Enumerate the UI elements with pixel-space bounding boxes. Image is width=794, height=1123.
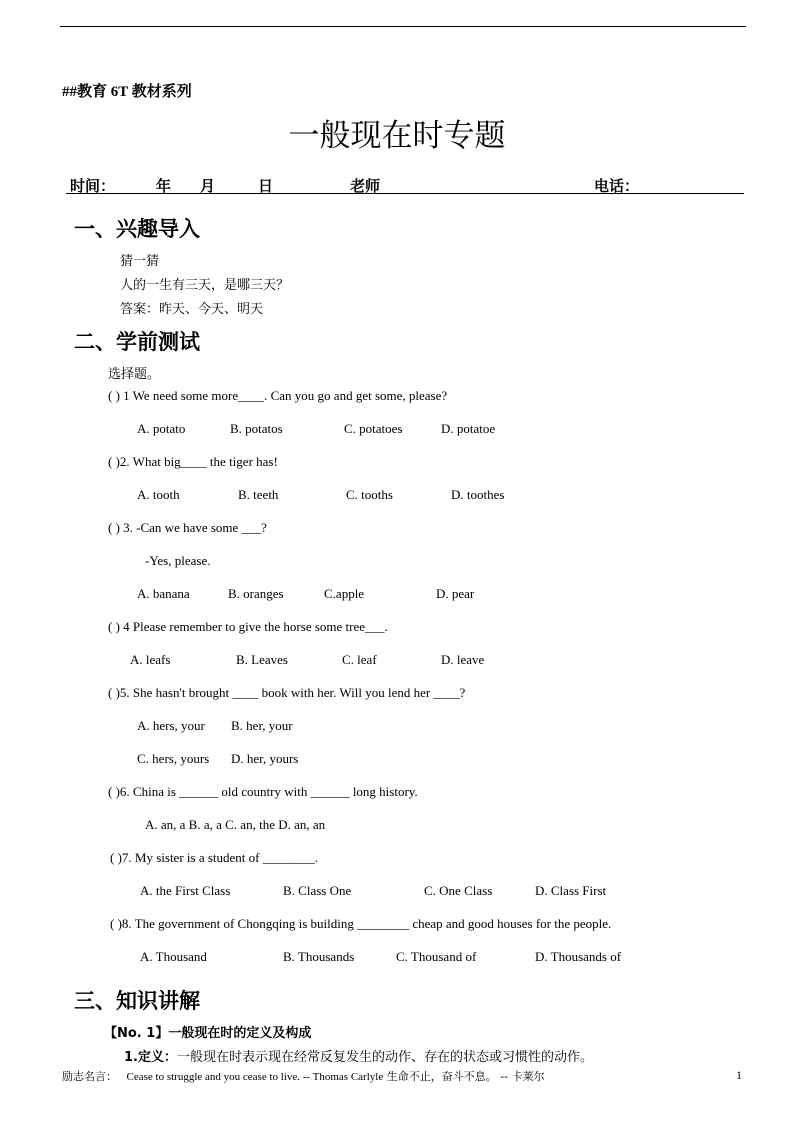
- page-title: 一般现在时专题: [288, 118, 506, 154]
- option: D. pear: [436, 586, 475, 601]
- option: A. banana: [137, 586, 190, 601]
- motto-label: 励志名言：: [62, 1070, 117, 1083]
- option: C. potatoes: [344, 421, 403, 436]
- series-label: ##教育 6T 教材系列: [62, 84, 192, 100]
- section2-intro: 选择题。: [108, 367, 161, 382]
- option: B. Thousands: [283, 949, 355, 964]
- option: D. potatoe: [441, 421, 496, 436]
- question-8: ( )8. The government of Chongqing is building ________ cheap and good houses for the people.: [110, 916, 612, 931]
- day-label: 日: [258, 179, 274, 195]
- option: B. potatos: [230, 421, 283, 436]
- option: D. Class First: [535, 883, 607, 898]
- footer-motto: [62, 1068, 545, 1084]
- option: B. Leaves: [236, 652, 288, 667]
- option: C. hers, yours: [137, 751, 210, 766]
- section1-heading: 一、兴趣导入: [74, 216, 200, 241]
- question-3: ( ) 3. -Can we have some ___?: [108, 520, 267, 535]
- definition-label: 1.定义：: [124, 1050, 177, 1065]
- question-2: ( )2. What big____ the tiger has!: [108, 454, 278, 469]
- option: C. leaf: [342, 652, 377, 667]
- option: C. Thousand of: [396, 949, 477, 964]
- option: C.apple: [324, 586, 365, 601]
- option: A. the First Class: [140, 883, 231, 898]
- year-label: 年: [156, 179, 172, 195]
- phone-label: 电话：: [594, 179, 640, 195]
- option: D. her, yours: [231, 751, 299, 766]
- section1-line: 答案：昨天、今天、明天: [120, 302, 264, 317]
- motto-chinese: 生命不止，奋斗不息。 -- 卡莱尔: [386, 1070, 545, 1083]
- option: A. Thousand: [140, 949, 207, 964]
- section1-line: 人的一生有三天，是哪三天？: [120, 278, 290, 293]
- section1-line: 猜一猜: [120, 254, 160, 269]
- info-line: [66, 175, 744, 194]
- definition-text: 一般现在时表示现在经常反复发生的动作、存在的状态或习惯性的动作。: [176, 1050, 593, 1065]
- option: A. potato: [137, 421, 186, 436]
- question-1: ( ) 1 We need some more____. Can you go and get some, please?: [108, 388, 448, 403]
- motto-english: Cease to struggle and you cease to live. -- Thomas Carlyle: [126, 1071, 384, 1083]
- option: D. Thousands of: [535, 949, 622, 964]
- teacher-label: 老师: [350, 179, 381, 195]
- header-rule: [60, 26, 746, 27]
- section3-heading: 三、知识讲解: [74, 988, 200, 1013]
- option: B. Class One: [283, 883, 352, 898]
- question-6: ( )6. China is ______ old country with ______ long history.: [108, 784, 418, 799]
- question-4: ( ) 4 Please remember to give the horse some tree___.: [108, 619, 388, 634]
- option: C. tooths: [346, 487, 393, 502]
- option: D. toothes: [451, 487, 505, 502]
- option: B. oranges: [228, 586, 284, 601]
- option: D. leave: [441, 652, 485, 667]
- question-5: ( )5. She hasn't brought ____ book with her. Will you lend her ____?: [108, 685, 466, 700]
- page-number: 1: [736, 1068, 742, 1082]
- month-label: 月: [200, 179, 216, 195]
- option: A. tooth: [137, 487, 180, 502]
- question-3-reply: -Yes, please.: [145, 553, 211, 568]
- section3-subheading: 【No. 1】一般现在时的定义及构成: [104, 1026, 312, 1041]
- time-label: 时间：: [70, 179, 116, 195]
- option: A. an, a B. a, a C. an, the D. an, an: [145, 817, 326, 832]
- question-7: ( )7. My sister is a student of ________.: [110, 850, 318, 865]
- section2-heading: 二、学前测试: [74, 329, 200, 354]
- option: B. teeth: [238, 487, 279, 502]
- option: A. hers, your: [137, 718, 205, 733]
- option: C. One Class: [424, 883, 493, 898]
- option: A. leafs: [130, 652, 171, 667]
- option: B. her, your: [231, 718, 293, 733]
- definition-line: [124, 1046, 593, 1065]
